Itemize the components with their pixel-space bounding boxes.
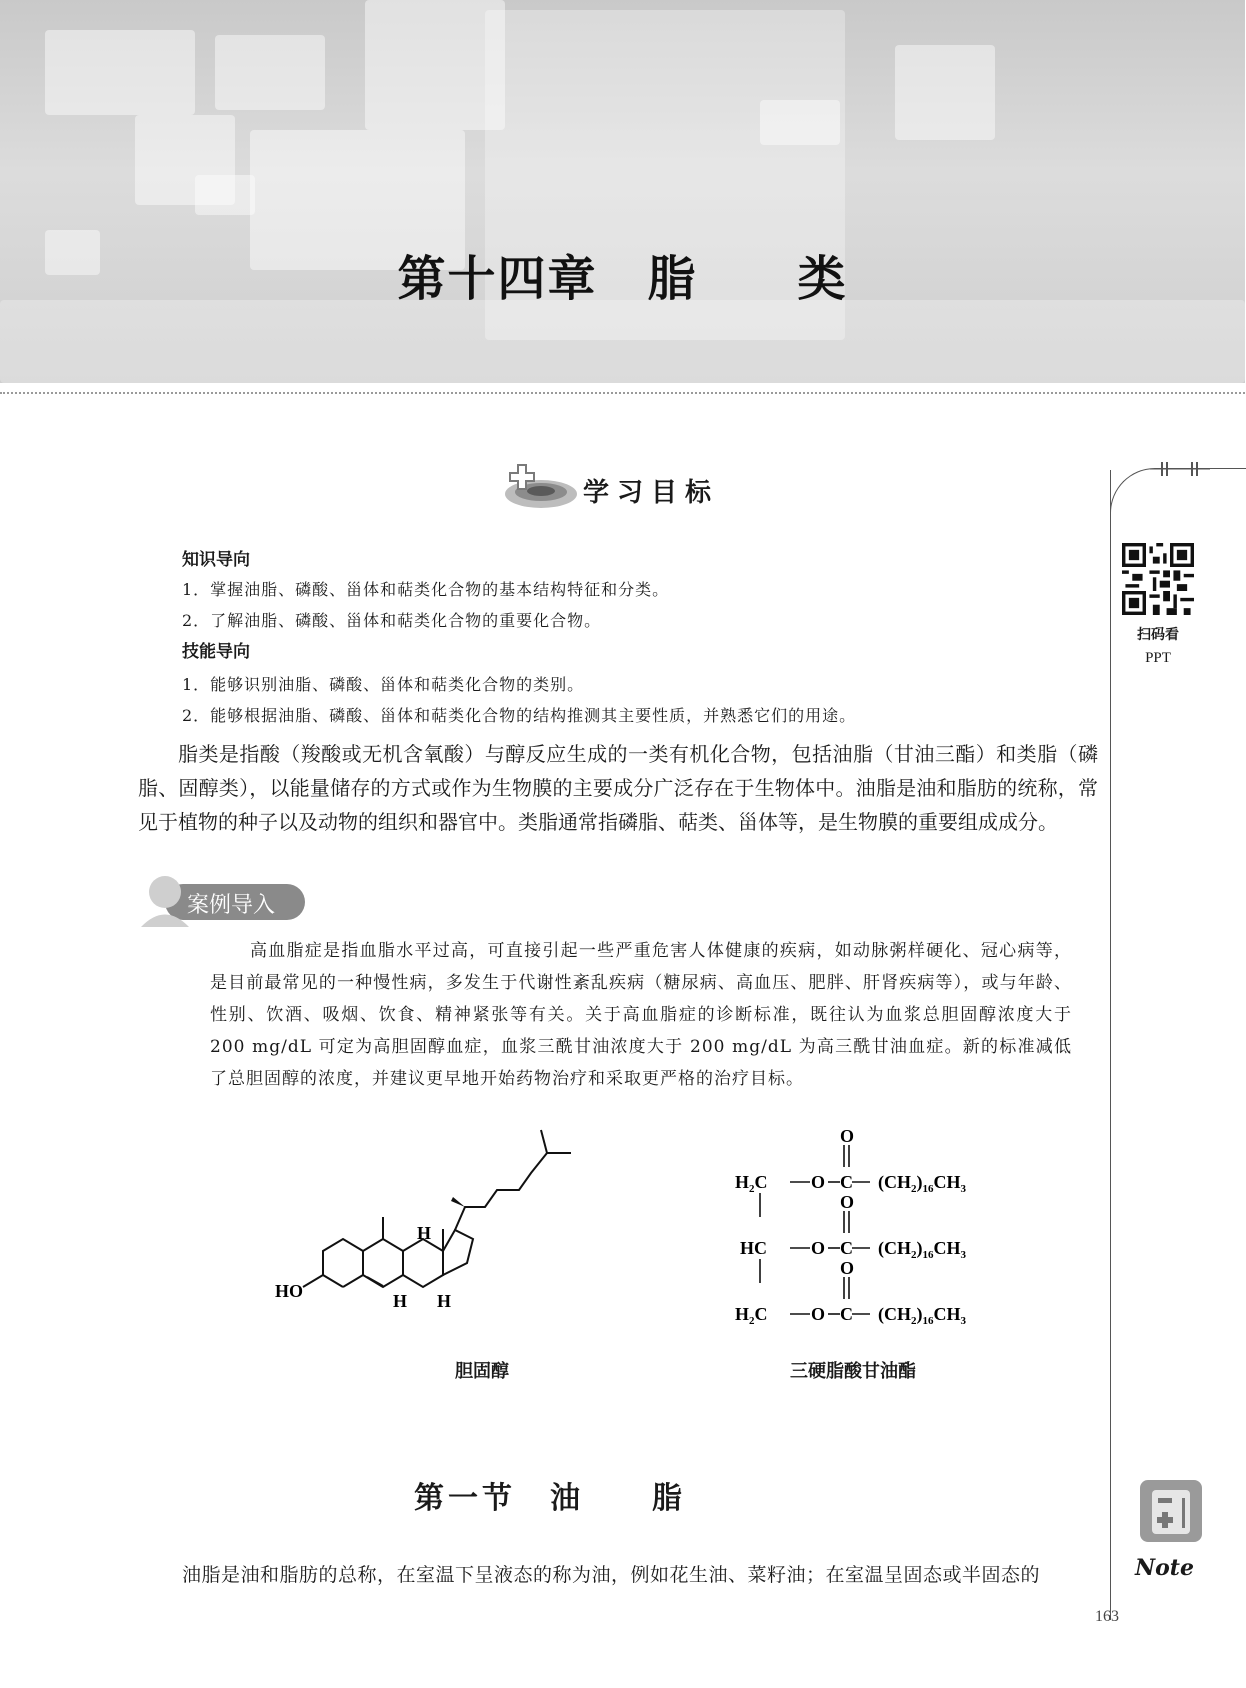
svg-text:O: O xyxy=(840,1258,855,1278)
section-title: 第一节 油 脂 xyxy=(414,1481,686,1516)
chapter-banner xyxy=(0,0,1245,383)
section-paragraph: 油脂是油和脂肪的总称，在室温下呈液态的称为油，例如花生油、菜籽油；在室温呈固态或半固态的 xyxy=(182,1564,1041,1586)
skill-item: 2．能够根据油脂、磷酸、甾体和萜类化合物的结构推测其主要性质，并熟悉它们的用途。 xyxy=(182,706,857,725)
sidebar-line xyxy=(1110,470,1111,1620)
divider xyxy=(0,392,1245,394)
objectives-icon xyxy=(503,462,583,512)
svg-text:O: O xyxy=(811,1172,826,1192)
svg-text:O: O xyxy=(811,1304,826,1324)
svg-text:HC: HC xyxy=(740,1238,767,1258)
svg-text:C: C xyxy=(840,1238,853,1258)
h-label: H xyxy=(417,1223,432,1243)
svg-text:C: C xyxy=(840,1172,853,1192)
svg-text:H2C: $H_2C$ xyxy=(735,1304,768,1327)
svg-text:O: O xyxy=(811,1238,826,1258)
chapter-title: 第十四章 脂 类 xyxy=(397,251,848,307)
note-label: Note xyxy=(1135,1555,1194,1581)
knowledge-heading: 知识导向 xyxy=(182,550,250,570)
qr-code-icon[interactable] xyxy=(1122,543,1194,615)
knowledge-item: 2．了解油脂、磷酸、甾体和萜类化合物的重要化合物。 xyxy=(182,611,602,630)
oxygen-label: O xyxy=(840,1126,855,1146)
qr-sublabel: PPT xyxy=(1145,650,1171,666)
cholesterol-caption: 胆固醇 xyxy=(455,1361,509,1382)
objectives-header xyxy=(503,462,763,512)
tristearin-caption: 三硬脂酸甘油酯 xyxy=(790,1361,916,1382)
tristearin-structure xyxy=(730,1125,1000,1335)
svg-text:(CH2)16CH3: $(CH_2)_{16}CH_3$ xyxy=(878,1304,966,1327)
case-badge xyxy=(135,872,310,927)
sidebar-tick-icon xyxy=(1150,460,1210,478)
case-badge-label: 案例导入 xyxy=(187,893,276,918)
note-icon[interactable] xyxy=(1138,1478,1204,1544)
svg-text:O: O xyxy=(840,1192,855,1212)
case-text: 高血脂症是指血脂水平过高，可直接引起一些严重危害人体健康的疾病，如动脉粥样硬化、冠心病等，是目前最常见的一种慢性病，多发生于代谢性紊乱疾病（糖尿病、高血压、肥胖、肝肾疾病等），或与年龄、性别、饮酒、吸烟、饮食、精神紧张等有关。关于高血脂症的诊断标准，既往认为血浆总胆固醇浓度大于 200 mg/dL 可定为高胆固醇血症，血浆三酰甘油浓度大于 200 mg/dL 为高三酰甘油血症。新的标准减低了总胆固醇的浓度，并建议更早地开始药物治疗和采取更严格的治疗目标。 xyxy=(210,941,1072,1089)
svg-text:H2C: $H_2C$ xyxy=(735,1172,768,1195)
objectives-title: 学习目标 xyxy=(583,478,720,508)
page-number: 163 xyxy=(1095,1608,1119,1625)
cholesterol-structure xyxy=(275,1135,625,1350)
h-label: H xyxy=(393,1291,408,1311)
skill-heading: 技能导向 xyxy=(182,642,250,662)
ho-label: HO xyxy=(275,1281,304,1301)
svg-text:(CH2)16CH3: $(CH_2)_{16}CH_3$ xyxy=(878,1172,966,1195)
intro-paragraph: 脂类是指酸（羧酸或无机含氧酸）与醇反应生成的一类有机化合物，包括油脂（甘油三酯）和类脂（磷脂、固醇类），以能量储存的方式或作为生物膜的主要成分广泛存在于生物体中。油脂是油和脂肪的统称，常见于植物的种子以及动物的组织和器官中。类脂通常指磷脂、萜类、甾体等，是生物膜的重要组成成分。 xyxy=(138,742,1098,834)
h-label: H xyxy=(437,1291,452,1311)
svg-text:C: C xyxy=(840,1304,853,1324)
svg-text:(CH2)16CH3: $(CH_2)_{16}CH_3$ xyxy=(878,1238,966,1261)
skill-item: 1．能够识别油脂、磷酸、甾体和萜类化合物的类别。 xyxy=(182,675,585,694)
qr-label: 扫码看 xyxy=(1137,627,1179,643)
knowledge-item: 1．掌握油脂、磷酸、甾体和萜类化合物的基本结构特征和分类。 xyxy=(182,580,670,599)
